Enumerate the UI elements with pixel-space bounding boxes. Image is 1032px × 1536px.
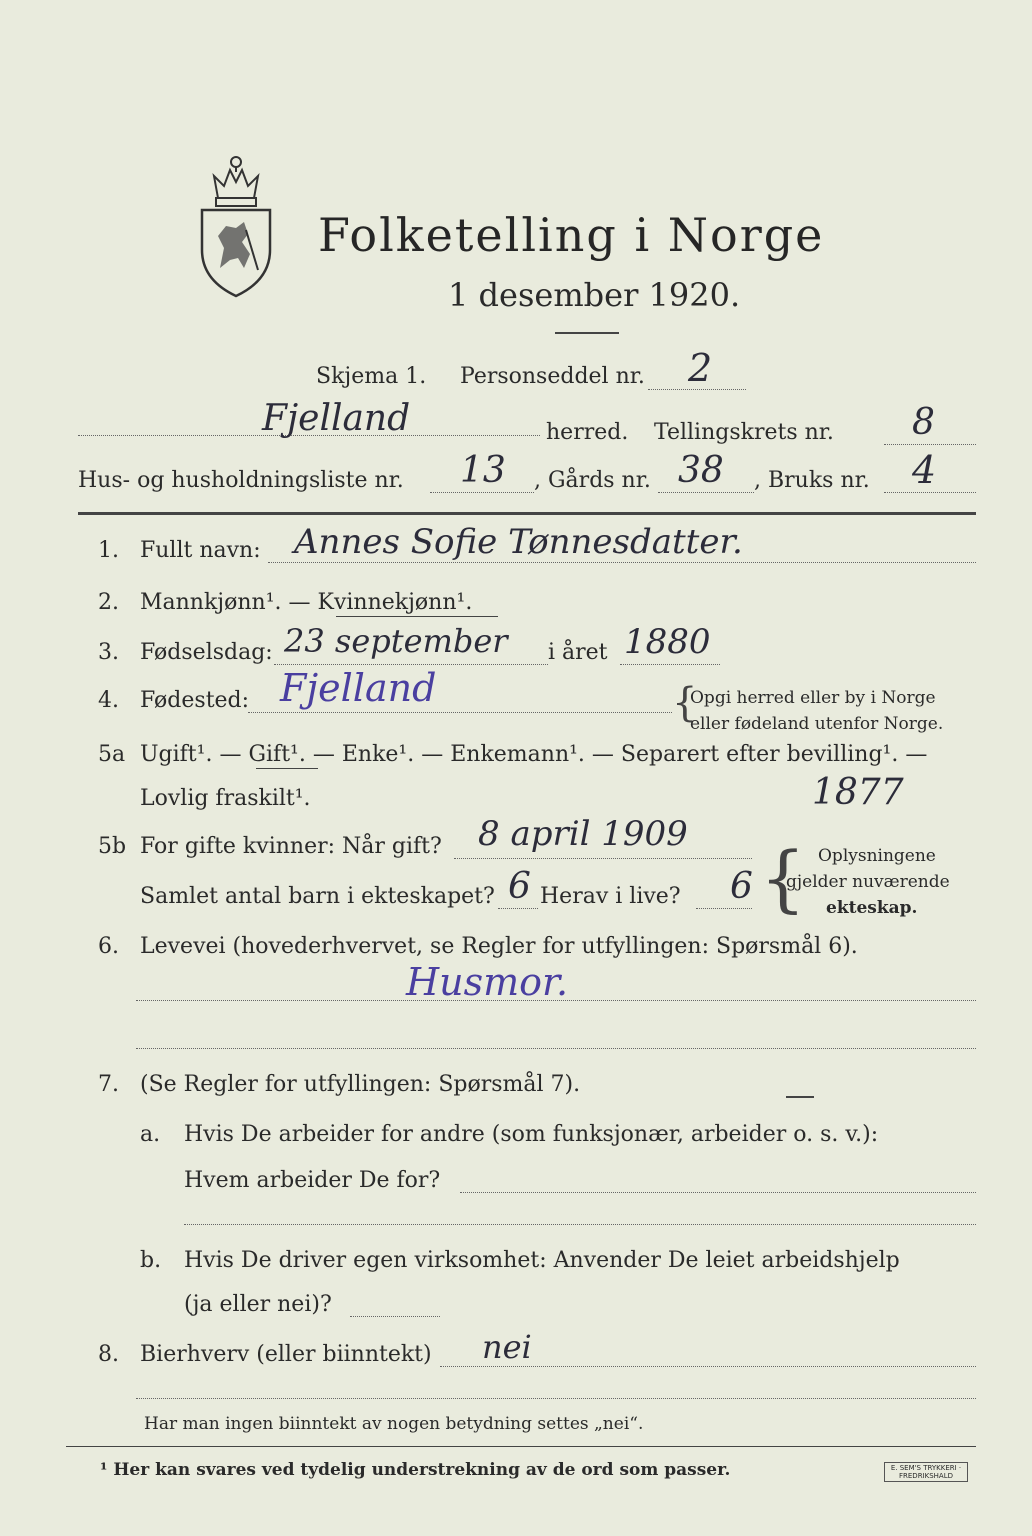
full-name-value: Annes Sofie Tønnesdatter. [294, 522, 743, 562]
margin-year-value: 1877 [812, 772, 904, 813]
herred-label: herred. [546, 420, 629, 445]
birthplace-note-1: Opgi herred eller by i Norge [690, 688, 936, 708]
marriage-note-1: Oplysningene [818, 846, 936, 866]
side-income-value: nei [482, 1328, 532, 1366]
birthday-field[interactable] [274, 664, 548, 665]
birth-year-field[interactable] [620, 664, 720, 665]
birth-year-value: 1880 [624, 622, 711, 662]
q7b-number: b. [140, 1248, 162, 1273]
employer-field[interactable] [460, 1192, 976, 1193]
header-rule [78, 512, 976, 515]
q8-number: 8. [98, 1342, 119, 1367]
tellingskrets-field[interactable] [884, 444, 976, 445]
husliste-label: Hus- og husholdningsliste nr. [78, 468, 404, 493]
birth-year-label: i året [548, 640, 608, 665]
q1-label: Fullt navn: [140, 538, 261, 563]
herred-value: Fjelland [262, 398, 411, 439]
q1-number: 1. [98, 538, 119, 563]
footnote: ¹ Her kan svares ved tydelig understrekning av de ord som passer. [100, 1460, 731, 1480]
q7-number: 7. [98, 1072, 119, 1097]
full-name-field[interactable] [268, 562, 976, 563]
married-date-label: For gifte kvinner: Når gift? [140, 834, 442, 859]
children-alive-field[interactable] [696, 908, 752, 909]
married-date-value: 8 april 1909 [478, 814, 688, 854]
birthplace-brace: { [672, 680, 698, 726]
birthplace-value: Fjelland [280, 666, 437, 710]
gender-options[interactable]: Mannkjønn¹. — Kvinnekjønn¹. [140, 590, 473, 615]
q5b-number: 5b [98, 834, 127, 859]
q7-dash-mark [786, 1096, 814, 1098]
husliste-value: 13 [460, 450, 506, 491]
q7b-line2: (ja eller nei)? [184, 1292, 332, 1317]
gender-underline [336, 616, 498, 617]
coat-of-arms-logo [196, 150, 276, 300]
side-income-note: Har man ingen biinntekt av nogen betydning settes „nei“. [144, 1414, 644, 1434]
q7a-line2: Hvem arbeider De for? [184, 1168, 441, 1193]
bruks-field[interactable] [884, 492, 976, 493]
gards-field[interactable] [658, 492, 754, 493]
married-underline [256, 768, 318, 769]
side-income-label: Bierhverv (eller biinntekt) [140, 1342, 432, 1367]
personseddel-label: Personseddel nr. [460, 364, 645, 389]
census-date: 1 desember 1920. [448, 276, 741, 314]
tellingskrets-label: Tellingskrets nr. [654, 420, 834, 445]
children-alive-value: 6 [730, 866, 753, 907]
gards-label: , Gårds nr. [534, 468, 651, 493]
tellingskrets-value: 8 [912, 402, 935, 443]
occupation-label: Levevei (hovederhvervet, se Regler for utfyllingen: Spørsmål 6). [140, 934, 858, 959]
title-divider [555, 332, 619, 334]
q3-number: 3. [98, 640, 119, 665]
q4-label: Fødested: [140, 688, 250, 713]
q7a-number: a. [140, 1122, 161, 1147]
marriage-note-2: gjelder nuværende [786, 872, 950, 892]
q7-label: (Se Regler for utfyllingen: Spørsmål 7). [140, 1072, 581, 1097]
q6-number: 6. [98, 934, 119, 959]
gards-value: 38 [678, 450, 724, 491]
occupation-value: Husmor. [406, 960, 569, 1004]
side-income-field[interactable] [440, 1366, 976, 1367]
personseddel-value: 2 [688, 346, 713, 390]
husliste-field[interactable] [430, 492, 534, 493]
skjema-label: Skjema 1. [316, 364, 427, 389]
q3-label: Fødselsdag: [140, 640, 273, 665]
printer-stamp-text: E. SEM'S TRYKKERI · FREDRIKSHALD [890, 1464, 962, 1480]
bruks-value: 4 [912, 448, 937, 492]
side-income-field-2[interactable] [136, 1398, 976, 1399]
q7b-line1: Hvis De driver egen virksomhet: Anvender De leiet arbeidshjelp [184, 1248, 900, 1273]
footnote-rule [66, 1446, 976, 1447]
q4-number: 4. [98, 688, 119, 713]
printer-stamp [884, 1462, 968, 1482]
hired-help-field[interactable] [350, 1316, 440, 1317]
marriage-brace: { [760, 836, 806, 920]
birthplace-note-2: eller fødeland utenfor Norge. [690, 714, 944, 734]
q2-number: 2. [98, 590, 119, 615]
marital-status-options[interactable]: Ugift¹. — Gift¹. — Enke¹. — Enkemann¹. — Separert efter bevilling¹. — [140, 742, 928, 767]
children-alive-label: Herav i live? [540, 884, 681, 909]
q5a-number: 5a [98, 742, 126, 767]
children-total-value: 6 [508, 866, 531, 907]
birthplace-field[interactable] [248, 712, 672, 713]
bruks-label: , Bruks nr. [754, 468, 870, 493]
marital-status-options-2[interactable]: Lovlig fraskilt¹. [140, 786, 311, 811]
marriage-note-3: ekteskap. [826, 898, 918, 918]
occupation-field-2[interactable] [136, 1048, 976, 1049]
employer-field-2[interactable] [184, 1224, 976, 1225]
birthday-value: 23 september [284, 622, 508, 660]
q7a-line1: Hvis De arbeider for andre (som funksjonær, arbeider o. s. v.): [184, 1122, 879, 1147]
page-title: Folketelling i Norge [318, 208, 825, 262]
children-total-label: Samlet antal barn i ekteskapet? [140, 884, 495, 909]
married-date-field[interactable] [454, 858, 752, 859]
children-total-field[interactable] [498, 908, 538, 909]
